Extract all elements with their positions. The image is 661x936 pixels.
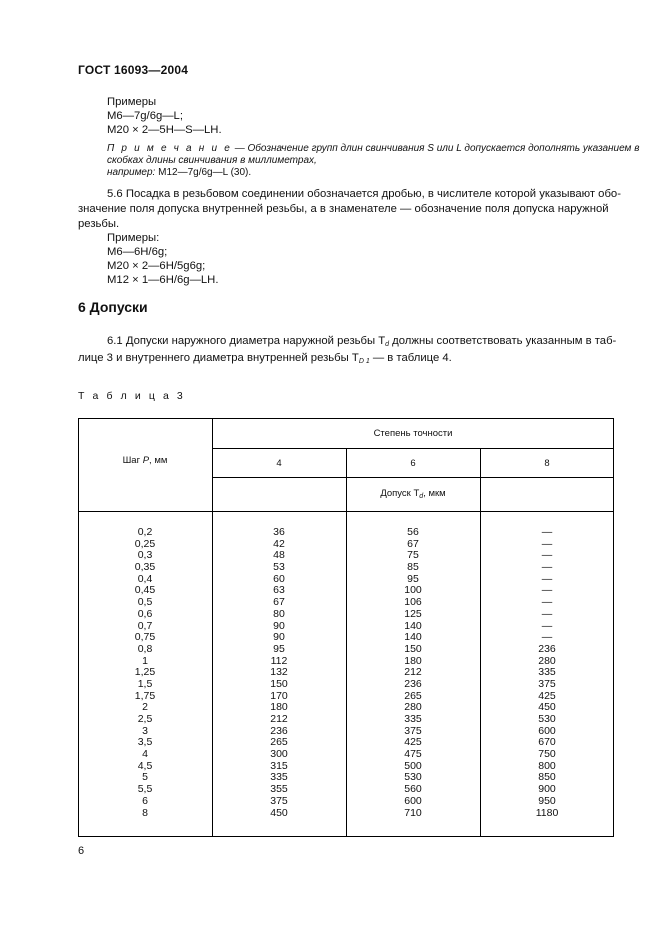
table-cell: 170 [270, 689, 288, 702]
table-cell: 63 [273, 584, 285, 597]
table-cell: 670 [538, 736, 556, 749]
table-cell: 0,6 [137, 607, 153, 620]
note-text: — Обозначение групп длин свинчивания S или L допускается дополнять указанием в [231, 143, 640, 154]
table-cell: 450 [270, 806, 288, 819]
table-cell: 180 [404, 654, 422, 667]
note-line-2: скобках длины свинчивания в миллиметрах, [107, 155, 317, 166]
column-grade-4 [212, 527, 346, 819]
table-cell: 280 [538, 654, 556, 667]
para-6-1-line-1 [107, 334, 616, 352]
note-example-label: например: [107, 167, 156, 178]
table-cell: 530 [404, 771, 422, 784]
subscript: D 1 [358, 358, 370, 365]
examples-label: Примеры: [107, 232, 160, 244]
table-cell: 1,5 [137, 677, 153, 690]
header-grade-4: 4 [276, 458, 282, 469]
table-cell: 53 [273, 561, 285, 574]
table-cell: 265 [404, 689, 422, 702]
page-number: 6 [78, 845, 85, 857]
table-cell: 950 [538, 794, 556, 807]
table-cell: 280 [404, 701, 422, 714]
table-cell: — [541, 631, 553, 644]
example-line: M20 × 2—5H—S—LH. [107, 124, 222, 136]
table-cell: 750 [538, 748, 556, 761]
table-cell: 0,4 [137, 572, 153, 585]
table-cell: 56 [407, 526, 419, 538]
note-line-3 [107, 166, 251, 179]
table-cell: 0,75 [134, 631, 156, 644]
table-cell: 80 [273, 607, 285, 620]
table-cell: 48 [273, 549, 285, 562]
table-cell: 150 [404, 642, 422, 655]
table-cell: 140 [404, 631, 422, 644]
table-cell: 600 [538, 724, 556, 737]
table-cell: 335 [538, 666, 556, 679]
table-cell: 710 [404, 806, 422, 819]
table-cell: 900 [538, 783, 556, 796]
table-cell: 90 [273, 619, 285, 632]
table-cell: 125 [404, 607, 422, 620]
para-text: 6.1 Допуски наружного диаметра наружной резьбы T [107, 335, 386, 347]
header-text: , мм [149, 455, 168, 466]
table-cell: — [541, 526, 553, 538]
table-cell: 60 [273, 572, 285, 585]
table-cell: 132 [270, 666, 288, 679]
table-cell: 355 [270, 783, 288, 796]
table-cell: 315 [270, 759, 288, 772]
table-cell: — [541, 584, 553, 597]
table-cell: 67 [273, 596, 285, 609]
para-text: лице 3 и внутреннего диаметра внутренней резьбы T [78, 352, 359, 364]
table-cell: 265 [270, 736, 288, 749]
table-cell: 4 [142, 748, 148, 761]
table-cell: 140 [404, 619, 422, 632]
table-cell: 3 [142, 724, 148, 737]
table-cell: 300 [270, 748, 288, 761]
example-line: М6—7g/6g—L; [107, 110, 183, 122]
table-cell: 95 [407, 572, 419, 585]
table-cell: 800 [538, 759, 556, 772]
header-text: , мкм [423, 488, 446, 499]
subscript: d [385, 341, 390, 348]
header-accuracy: Степень точности [373, 428, 453, 439]
header-pitch [78, 455, 212, 466]
table-cell: 600 [404, 794, 422, 807]
table-cell: 8 [142, 806, 148, 819]
header-var: P [142, 455, 150, 466]
table-cell: 5,5 [137, 783, 153, 796]
table-cell: — [541, 596, 553, 609]
table-cell: 236 [538, 642, 556, 655]
table-cell: 112 [270, 654, 288, 667]
table-cell: 0,45 [134, 584, 156, 597]
table-cell: 375 [270, 794, 288, 807]
table-cell: 0,7 [137, 619, 153, 632]
examples-label: Примеры [107, 96, 157, 108]
para-5-6-line-3: резьбы. [78, 218, 120, 230]
column-grade-8 [480, 527, 614, 819]
table-cell: 236 [270, 724, 288, 737]
para-text: должны соответствовать указанным в таб- [389, 335, 617, 347]
note-example-value: M12—7g/6g—L (30). [155, 167, 252, 178]
table-cell: 212 [270, 713, 288, 725]
note-title: П р и м е ч а н и е [107, 143, 232, 154]
table-cell: 0,35 [134, 561, 156, 574]
table-cell: 42 [273, 537, 285, 550]
table-cell: 1180 [535, 806, 559, 819]
example-line: М6—6H/6g; [107, 246, 168, 258]
table-cell: 375 [538, 677, 556, 690]
table-cell: 4,5 [137, 759, 153, 772]
table-cell: 500 [404, 759, 422, 772]
table-cell: 450 [538, 701, 556, 714]
table-divider [212, 448, 614, 449]
table-cell: 180 [270, 701, 288, 714]
table-cell: 2,5 [137, 713, 153, 725]
table-cell: — [541, 537, 553, 550]
para-text: — в таблице 4. [369, 352, 452, 364]
table-cell: 335 [404, 713, 422, 725]
document-header: ГОСТ 16093—2004 [78, 63, 189, 77]
table-cell: 1,25 [134, 666, 156, 679]
table-cell: 90 [273, 631, 285, 644]
table-caption: Т а б л и ц а 3 [78, 390, 186, 402]
table-cell: — [541, 607, 553, 620]
example-line: M12 × 1—6H/6g—LH. [107, 274, 219, 286]
table-divider [78, 511, 614, 512]
table-cell: 3,5 [137, 736, 153, 749]
table-cell: 475 [404, 748, 422, 761]
table-cell: 36 [273, 526, 285, 538]
table-cell: 0,5 [137, 596, 153, 609]
table-cell: — [541, 561, 553, 574]
table-cell: 5 [142, 771, 148, 784]
section-title: 6 Допуски [78, 299, 148, 315]
table-cell: 212 [404, 666, 422, 679]
para-6-1-line-2 [78, 351, 452, 369]
table-cell: 85 [407, 561, 419, 574]
column-pitch [78, 527, 212, 819]
table-cell: 560 [404, 783, 422, 796]
table-cell: 95 [273, 642, 285, 655]
header-grade-8: 8 [544, 458, 550, 469]
table-cell: 530 [538, 713, 556, 725]
header-text: Шаг [122, 455, 143, 466]
table-cell: — [541, 572, 553, 585]
table-cell: 1,75 [134, 689, 156, 702]
para-5-6-line-1: 5.6 Посадка в резьбовом соединении обозначается дробью, в числителе которой указывают обо- [107, 188, 621, 200]
column-grade-6 [346, 527, 480, 819]
table-cell: 236 [404, 677, 422, 690]
table-cell: 67 [407, 537, 419, 550]
table-cell: 0,25 [134, 537, 156, 550]
example-line: M20 × 2—6H/5g6g; [107, 260, 206, 272]
table-cell: 106 [404, 596, 422, 609]
table-divider [212, 477, 614, 478]
table-cell: 2 [142, 701, 148, 714]
table-cell: 100 [404, 584, 422, 597]
table-cell: 335 [270, 771, 288, 784]
subscript: d [419, 493, 424, 500]
table-cell: 0,3 [137, 549, 153, 562]
header-tolerance [212, 488, 614, 500]
table-cell: 6 [142, 794, 148, 807]
table-cell: 0,2 [137, 526, 153, 538]
para-5-6-line-2: значение поля допуска внутренней резьбы, а в знаменателе — обозначение поля допуска наружной [78, 203, 609, 215]
table-cell: 0,8 [137, 642, 153, 655]
table-cell: 1 [142, 654, 148, 667]
header-grade-6: 6 [410, 458, 416, 469]
table-cell: 425 [404, 736, 422, 749]
table-cell: 425 [538, 689, 556, 702]
table-cell: — [541, 549, 553, 562]
table-cell: 850 [538, 771, 556, 784]
table-cell: 75 [407, 549, 419, 562]
table-cell: 150 [270, 677, 288, 690]
header-text: Допуск T [380, 488, 420, 499]
table-cell: 375 [404, 724, 422, 737]
table-cell: — [541, 619, 553, 632]
